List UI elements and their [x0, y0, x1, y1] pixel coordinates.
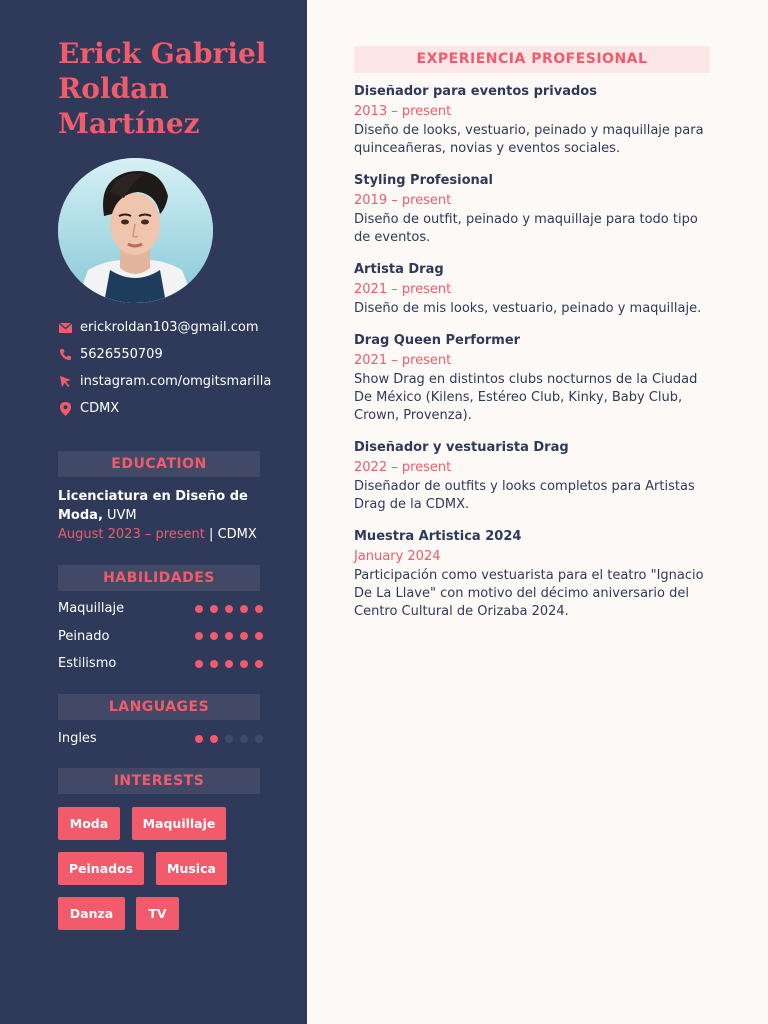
instagram-text: instagram.com/omgitsmarilla	[80, 374, 272, 389]
email-text: erickroldan103@gmail.com	[80, 320, 259, 335]
job-title: Diseñador para eventos privados	[354, 84, 597, 99]
name-line-2: Roldan	[58, 72, 169, 105]
experience-item	[354, 82, 710, 158]
interest-tag: TV	[136, 897, 179, 930]
education-separator: |	[204, 527, 218, 542]
level-dot	[225, 632, 233, 640]
skills-label: Peinado	[58, 628, 110, 644]
job-dates: January 2024	[354, 549, 441, 564]
contact-instagram[interactable]	[58, 368, 298, 395]
location-text: CDMX	[80, 401, 120, 416]
skills-label: Estilismo	[58, 656, 117, 672]
level-dot	[240, 632, 248, 640]
skills-item	[58, 650, 263, 678]
level-dot	[255, 605, 263, 613]
interest-tag: Danza	[58, 897, 125, 930]
interest-tag: Maquillaje	[132, 807, 226, 840]
level-dot	[255, 735, 263, 743]
languages-item	[58, 725, 263, 753]
job-title: Diseñador y vestuarista Drag	[354, 440, 569, 455]
job-dates: 2013 – present	[354, 104, 452, 119]
degree-name: Licenciatura en Diseño de Moda,	[58, 489, 248, 523]
education-dates: August 2023 – present	[58, 527, 205, 542]
job-description: Diseñador de outfits y looks completos para Artistas Drag de la CDMX.	[354, 479, 695, 512]
name-line-1: Erick Gabriel	[58, 37, 267, 70]
main-content	[354, 46, 710, 621]
skills-heading: HABILIDADES	[58, 565, 260, 591]
job-description: Show Drag en distintos clubs nocturnos de la Ciudad De México (Kilens, Estéreo Club, Kinky, Baby Club, Crown, Provenza).	[354, 372, 698, 423]
contact-info	[58, 314, 298, 422]
cursor-icon	[58, 375, 72, 389]
experience-item	[354, 527, 710, 621]
interest-tag: Musica	[156, 852, 227, 885]
location-pin-icon	[58, 402, 72, 416]
contact-email[interactable]	[58, 314, 298, 341]
level-dot	[240, 735, 248, 743]
experience-item	[354, 331, 710, 425]
level-dot	[210, 632, 218, 640]
level-dots	[195, 605, 263, 613]
job-dates: 2021 – present	[354, 282, 452, 297]
job-description: Diseño de outfit, peinado y maquillaje para todo tipo de eventos.	[354, 212, 698, 245]
level-dot	[195, 632, 203, 640]
skills-list	[58, 595, 263, 678]
level-dots	[195, 735, 263, 743]
job-description: Diseño de mis looks, vestuario, peinado y maquillaje.	[354, 301, 702, 316]
skills-item	[58, 595, 263, 623]
level-dot	[210, 660, 218, 668]
level-dot	[240, 660, 248, 668]
languages-label: Ingles	[58, 731, 97, 747]
job-dates: 2021 – present	[354, 353, 452, 368]
level-dot	[255, 660, 263, 668]
experience-item	[354, 260, 710, 318]
level-dot	[255, 632, 263, 640]
level-dots	[195, 660, 263, 668]
experience-heading: EXPERIENCIA PROFESIONAL	[354, 46, 710, 73]
phone-icon	[58, 348, 72, 362]
contact-location	[58, 395, 298, 422]
experience-list	[354, 82, 710, 621]
skills-label: Maquillaje	[58, 601, 125, 617]
level-dot	[210, 735, 218, 743]
sidebar	[0, 0, 307, 1024]
job-title: Muestra Artistica 2024	[354, 529, 522, 544]
person-name	[58, 36, 288, 141]
languages-list	[58, 725, 263, 753]
job-dates: 2022 – present	[354, 460, 452, 475]
job-title: Artista Drag	[354, 262, 444, 277]
job-description: Diseño de looks, vestuario, peinado y maquillaje para quinceañeras, novias y eventos sociales.	[354, 123, 704, 156]
level-dot	[225, 660, 233, 668]
level-dot	[225, 605, 233, 613]
experience-item	[354, 438, 710, 514]
name-line-3: Martínez	[58, 107, 200, 140]
envelope-icon	[58, 321, 72, 335]
level-dots	[195, 632, 263, 640]
profile-photo	[58, 158, 213, 303]
skills-item	[58, 623, 263, 651]
job-title: Styling Profesional	[354, 173, 494, 188]
school-name: UVM	[102, 508, 137, 523]
contact-phone[interactable]	[58, 341, 298, 368]
job-title: Drag Queen Performer	[354, 333, 521, 348]
education-entry	[58, 487, 268, 544]
education-heading: EDUCATION	[58, 451, 260, 477]
level-dot	[195, 735, 203, 743]
job-dates: 2019 – present	[354, 193, 452, 208]
languages-heading: LANGUAGES	[58, 694, 260, 720]
level-dot	[225, 735, 233, 743]
job-description: Participación como vestuarista para el teatro "Ignacio De La Llave" con motivo del décimo aniversario del Centro Cultural de Orizaba 2024.	[354, 568, 704, 619]
level-dot	[195, 660, 203, 668]
phone-text: 5626550709	[80, 347, 163, 362]
education-city: CDMX	[217, 527, 257, 542]
interest-tag: Peinados	[58, 852, 144, 885]
level-dot	[195, 605, 203, 613]
interests-heading: INTERESTS	[58, 768, 260, 794]
level-dot	[240, 605, 248, 613]
interest-tag: Moda	[58, 807, 120, 840]
experience-item	[354, 171, 710, 247]
level-dot	[210, 605, 218, 613]
